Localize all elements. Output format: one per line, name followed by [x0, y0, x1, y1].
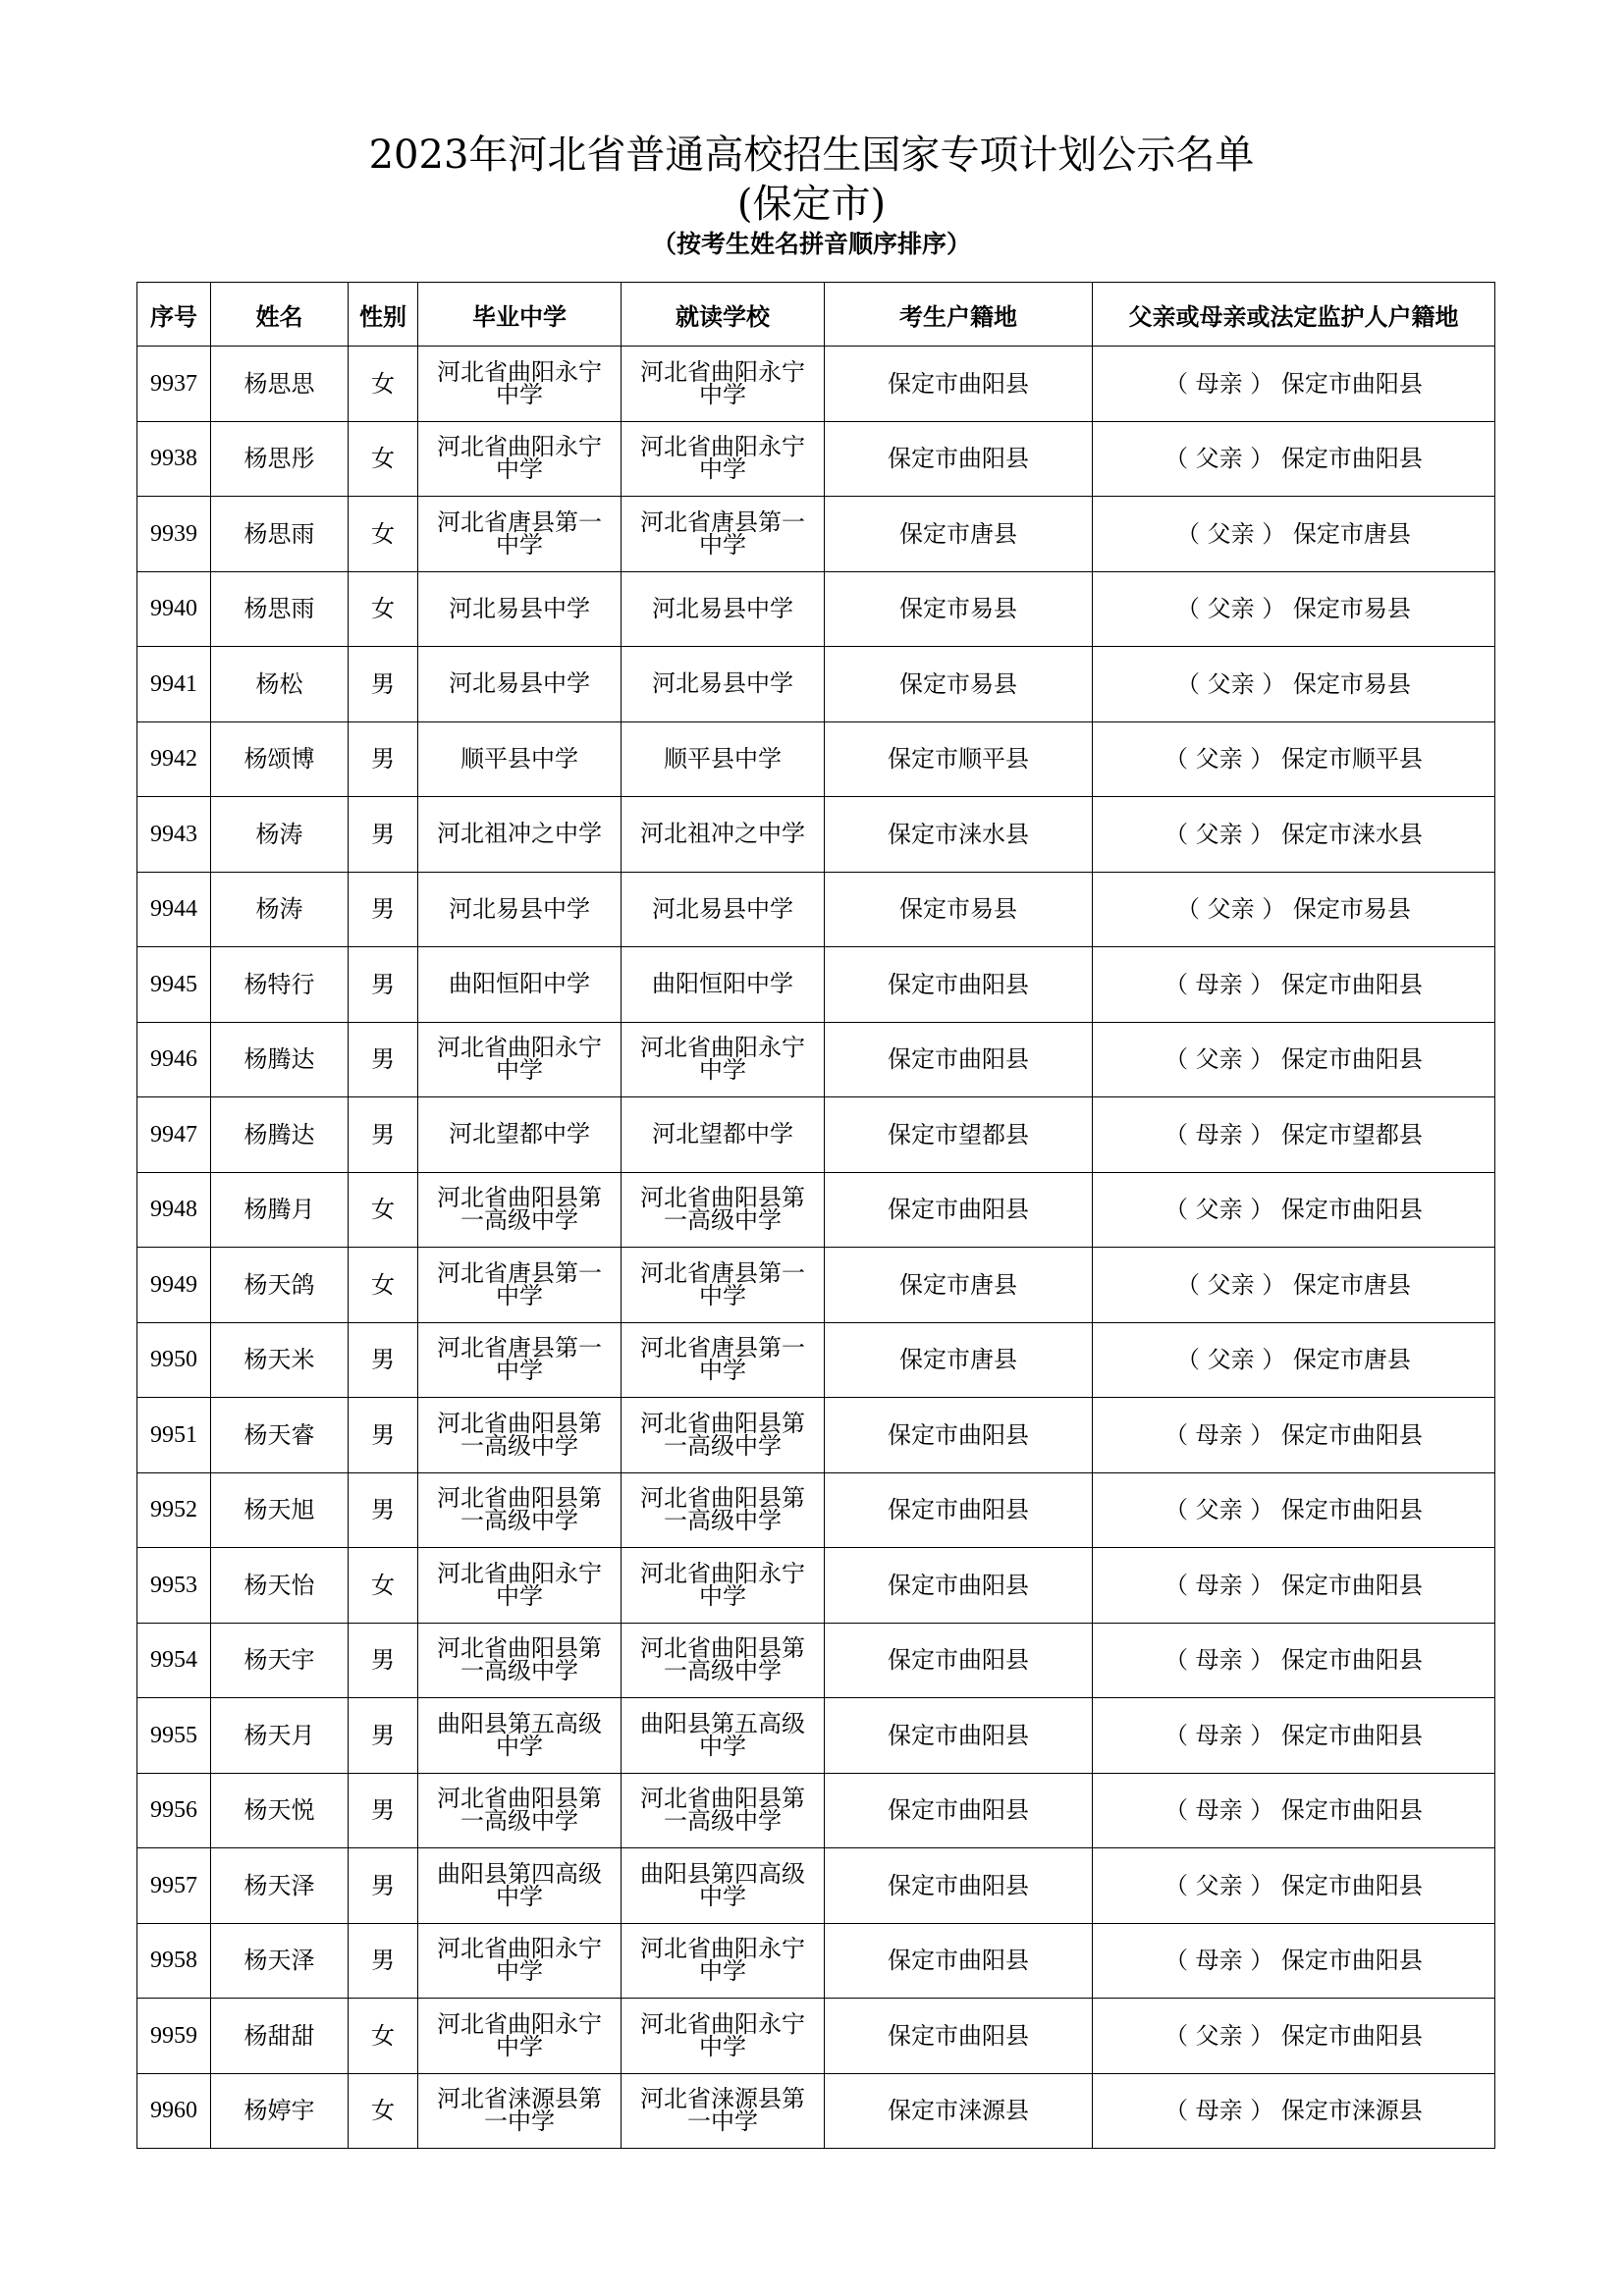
cell-grad-school-text: 曲阳县第四高级中学 [437, 1859, 602, 1910]
cell-current-school [622, 872, 825, 947]
cell-id: 9951 [137, 1398, 211, 1473]
table-row [137, 721, 1495, 797]
cell-grad-school [418, 1022, 622, 1097]
cell-current-school [622, 1548, 825, 1624]
cell-grad-school-text: 曲阳恒阳中学 [449, 970, 590, 998]
table-row [137, 421, 1495, 497]
cell-gender: 男 [349, 947, 418, 1023]
cell-current-school-text: 河北省唐县第一中学 [640, 507, 805, 559]
cell-grad-school [418, 1773, 622, 1848]
cell-name: 杨腾达 [211, 1097, 349, 1173]
cell-grad-school [418, 571, 622, 647]
cell-gender: 女 [349, 1999, 418, 2074]
cell-residence: 保定市望都县 [825, 1097, 1093, 1173]
table-row [137, 1248, 1495, 1323]
cell-current-school [622, 797, 825, 873]
cell-grad-school-text: 河北易县中学 [449, 894, 590, 923]
cell-residence: 保定市曲阳县 [825, 1848, 1093, 1924]
col-header-name: 姓名 [211, 283, 349, 347]
sort-note: （按考生姓名拼音顺序排序） [651, 230, 971, 258]
cell-grad-school [418, 1398, 622, 1473]
cell-grad-school-text: 曲阳县第五高级中学 [437, 1709, 602, 1760]
cell-current-school-text: 河北省唐县第一中学 [640, 1334, 805, 1385]
table-row [137, 497, 1495, 572]
cell-current-school-text: 河北望都中学 [652, 1120, 793, 1148]
cell-current-school [622, 2073, 825, 2149]
cell-name: 杨思思 [211, 347, 349, 422]
cell-current-school [622, 1698, 825, 1774]
cell-grad-school-text: 河北省曲阳永宁中学 [437, 433, 602, 484]
col-header-grad-school: 毕业中学 [418, 283, 622, 347]
cell-residence: 保定市曲阳县 [825, 1923, 1093, 1999]
cell-grad-school-text: 河北省唐县第一中学 [437, 507, 602, 559]
cell-id: 9955 [137, 1698, 211, 1774]
cell-gender: 男 [349, 1773, 418, 1848]
cell-residence: 保定市曲阳县 [825, 1999, 1093, 2074]
cell-guardian: （ 母亲 ） 保定市曲阳县 [1093, 347, 1495, 422]
cell-id: 9944 [137, 872, 211, 947]
cell-id: 9958 [137, 1923, 211, 1999]
cell-residence: 保定市易县 [825, 872, 1093, 947]
cell-name: 杨甜甜 [211, 1999, 349, 2074]
cell-current-school [622, 1999, 825, 2074]
table-row [137, 571, 1495, 647]
cell-guardian: （ 父亲 ） 保定市易县 [1093, 872, 1495, 947]
cell-grad-school [418, 1097, 622, 1173]
cell-current-school [622, 1923, 825, 1999]
table-row [137, 947, 1495, 1023]
cell-grad-school-text: 河北省曲阳县第一高级中学 [437, 1484, 602, 1535]
cell-guardian: （ 母亲 ） 保定市望都县 [1093, 1097, 1495, 1173]
cell-current-school [622, 1022, 825, 1097]
cell-id: 9960 [137, 2073, 211, 2149]
cell-current-school-text: 河北省曲阳县第一高级中学 [640, 1184, 805, 1235]
cell-name: 杨腾月 [211, 1172, 349, 1248]
cell-guardian: （ 父亲 ） 保定市唐县 [1093, 1322, 1495, 1398]
cell-grad-school [418, 721, 622, 797]
cell-grad-school-text: 顺平县中学 [460, 744, 578, 773]
cell-name: 杨思雨 [211, 497, 349, 572]
cell-guardian: （ 母亲 ） 保定市涞源县 [1093, 2073, 1495, 2149]
cell-grad-school [418, 797, 622, 873]
cell-residence: 保定市曲阳县 [825, 947, 1093, 1023]
cell-name: 杨天悦 [211, 1773, 349, 1848]
cell-grad-school [418, 647, 622, 722]
cell-current-school [622, 1848, 825, 1924]
cell-guardian: （ 父亲 ） 保定市唐县 [1093, 497, 1495, 572]
cell-id: 9937 [137, 347, 211, 422]
cell-current-school-text: 曲阳县第四高级中学 [640, 1859, 805, 1910]
cell-gender: 男 [349, 647, 418, 722]
cell-current-school-text: 河北省曲阳永宁中学 [640, 1559, 805, 1610]
cell-residence: 保定市易县 [825, 571, 1093, 647]
cell-guardian: （ 母亲 ） 保定市曲阳县 [1093, 1698, 1495, 1774]
cell-current-school-text: 河北省曲阳永宁中学 [640, 1034, 805, 1085]
page-subtitle: (保定市) [736, 182, 887, 227]
cell-current-school-text: 河北省曲阳永宁中学 [640, 1935, 805, 1986]
cell-gender: 女 [349, 571, 418, 647]
cell-grad-school [418, 1248, 622, 1323]
cell-current-school [622, 947, 825, 1023]
col-header-current-school: 就读学校 [622, 283, 825, 347]
cell-grad-school-text: 河北省曲阳永宁中学 [437, 1935, 602, 1986]
cell-name: 杨婷宇 [211, 2073, 349, 2149]
cell-gender: 男 [349, 1097, 418, 1173]
cell-id: 9947 [137, 1097, 211, 1173]
cell-id: 9940 [137, 571, 211, 647]
cell-guardian: （ 父亲 ） 保定市曲阳县 [1093, 1022, 1495, 1097]
col-header-gender: 性别 [349, 283, 418, 347]
cell-id: 9946 [137, 1022, 211, 1097]
cell-grad-school [418, 1999, 622, 2074]
cell-grad-school-text: 河北省曲阳永宁中学 [437, 1559, 602, 1610]
cell-name: 杨天睿 [211, 1398, 349, 1473]
cell-guardian: （ 父亲 ） 保定市顺平县 [1093, 721, 1495, 797]
cell-gender: 男 [349, 1923, 418, 1999]
cell-guardian: （ 父亲 ） 保定市涞水县 [1093, 797, 1495, 873]
cell-guardian: （ 母亲 ） 保定市曲阳县 [1093, 1773, 1495, 1848]
cell-grad-school [418, 2073, 622, 2149]
table-body [137, 347, 1495, 2149]
table-row [137, 1022, 1495, 1097]
cell-current-school [622, 1398, 825, 1473]
cell-guardian: （ 父亲 ） 保定市唐县 [1093, 1248, 1495, 1323]
cell-residence: 保定市唐县 [825, 1248, 1093, 1323]
cell-residence: 保定市曲阳县 [825, 1398, 1093, 1473]
cell-residence: 保定市涞水县 [825, 797, 1093, 873]
cell-residence: 保定市曲阳县 [825, 421, 1093, 497]
cell-current-school-text: 河北省涞源县第一中学 [640, 2085, 805, 2136]
table-row [137, 1999, 1495, 2074]
cell-guardian: （ 母亲 ） 保定市曲阳县 [1093, 1623, 1495, 1698]
cell-id: 9956 [137, 1773, 211, 1848]
cell-current-school [622, 1172, 825, 1248]
cell-current-school-text: 河北祖冲之中学 [640, 820, 805, 848]
table-row [137, 1773, 1495, 1848]
cell-name: 杨天泽 [211, 1923, 349, 1999]
roster-table [136, 282, 1495, 2149]
cell-name: 杨特行 [211, 947, 349, 1023]
cell-grad-school-text: 河北省曲阳县第一高级中学 [437, 1785, 602, 1836]
cell-grad-school-text: 河北省唐县第一中学 [437, 1258, 602, 1309]
table-row [137, 1097, 1495, 1173]
cell-guardian: （ 父亲 ） 保定市曲阳县 [1093, 1172, 1495, 1248]
cell-id: 9957 [137, 1848, 211, 1924]
cell-grad-school-text: 河北省曲阳永宁中学 [437, 1034, 602, 1085]
cell-grad-school-text: 河北祖冲之中学 [437, 820, 602, 848]
cell-gender: 男 [349, 1322, 418, 1398]
cell-name: 杨思雨 [211, 571, 349, 647]
table-row [137, 347, 1495, 422]
table-row [137, 2073, 1495, 2149]
cell-current-school [622, 1097, 825, 1173]
cell-grad-school [418, 1172, 622, 1248]
cell-guardian: （ 父亲 ） 保定市曲阳县 [1093, 421, 1495, 497]
table-row [137, 1322, 1495, 1398]
table-row [137, 1848, 1495, 1924]
cell-grad-school [418, 347, 622, 422]
table-row [137, 1398, 1495, 1473]
cell-current-school [622, 1773, 825, 1848]
cell-current-school-text: 河北省唐县第一中学 [640, 1258, 805, 1309]
cell-grad-school [418, 1472, 622, 1548]
cell-grad-school-text: 河北省曲阳县第一高级中学 [437, 1184, 602, 1235]
cell-grad-school-text: 河北省曲阳县第一高级中学 [437, 1409, 602, 1460]
cell-gender: 男 [349, 872, 418, 947]
cell-id: 9950 [137, 1322, 211, 1398]
cell-grad-school-text: 河北省唐县第一中学 [437, 1334, 602, 1385]
cell-id: 9954 [137, 1623, 211, 1698]
cell-residence: 保定市曲阳县 [825, 1472, 1093, 1548]
cell-name: 杨腾达 [211, 1022, 349, 1097]
table-row [137, 872, 1495, 947]
cell-residence: 保定市唐县 [825, 497, 1093, 572]
cell-residence: 保定市曲阳县 [825, 1698, 1093, 1774]
cell-grad-school-text: 河北省曲阳县第一高级中学 [437, 1634, 602, 1685]
cell-grad-school [418, 1848, 622, 1924]
cell-name: 杨天宇 [211, 1623, 349, 1698]
cell-current-school [622, 1322, 825, 1398]
cell-grad-school [418, 947, 622, 1023]
page-title: 2023年河北省普通高校招生国家专项计划公示名单 [368, 133, 1255, 178]
cell-gender: 女 [349, 1548, 418, 1624]
cell-guardian: （ 母亲 ） 保定市曲阳县 [1093, 947, 1495, 1023]
cell-current-school [622, 1472, 825, 1548]
table-row [137, 1623, 1495, 1698]
table-row [137, 647, 1495, 722]
cell-grad-school [418, 1623, 622, 1698]
cell-guardian: （ 母亲 ） 保定市曲阳县 [1093, 1923, 1495, 1999]
cell-current-school-text: 曲阳县第五高级中学 [640, 1709, 805, 1760]
cell-gender: 男 [349, 1848, 418, 1924]
cell-current-school-text: 河北易县中学 [652, 669, 793, 698]
cell-gender: 男 [349, 797, 418, 873]
cell-guardian: （ 母亲 ） 保定市曲阳县 [1093, 1548, 1495, 1624]
cell-current-school-text: 河北省曲阳县第一高级中学 [640, 1409, 805, 1460]
cell-guardian: （ 父亲 ） 保定市易县 [1093, 647, 1495, 722]
cell-gender: 女 [349, 497, 418, 572]
cell-gender: 男 [349, 1398, 418, 1473]
cell-guardian: （ 母亲 ） 保定市曲阳县 [1093, 1398, 1495, 1473]
col-header-guardian: 父亲或母亲或法定监护人户籍地 [1093, 283, 1495, 347]
table-row [137, 797, 1495, 873]
cell-grad-school-text: 河北易县中学 [449, 594, 590, 622]
cell-guardian: （ 父亲 ） 保定市曲阳县 [1093, 1848, 1495, 1924]
cell-id: 9952 [137, 1472, 211, 1548]
cell-name: 杨思彤 [211, 421, 349, 497]
col-header-id: 序号 [137, 283, 211, 347]
cell-id: 9959 [137, 1999, 211, 2074]
cell-name: 杨天月 [211, 1698, 349, 1774]
cell-name: 杨天泽 [211, 1848, 349, 1924]
cell-name: 杨松 [211, 647, 349, 722]
cell-id: 9938 [137, 421, 211, 497]
cell-guardian: （ 父亲 ） 保定市曲阳县 [1093, 1999, 1495, 2074]
cell-id: 9948 [137, 1172, 211, 1248]
table-row [137, 1172, 1495, 1248]
cell-id: 9939 [137, 497, 211, 572]
cell-grad-school [418, 1923, 622, 1999]
cell-current-school [622, 347, 825, 422]
cell-grad-school [418, 497, 622, 572]
table-header-row [137, 283, 1495, 347]
cell-residence: 保定市曲阳县 [825, 1773, 1093, 1848]
cell-name: 杨涛 [211, 797, 349, 873]
cell-grad-school [418, 421, 622, 497]
cell-gender: 男 [349, 1623, 418, 1698]
cell-gender: 女 [349, 1172, 418, 1248]
cell-current-school [622, 1623, 825, 1698]
cell-gender: 女 [349, 347, 418, 422]
cell-current-school-text: 河北易县中学 [652, 594, 793, 622]
cell-residence: 保定市曲阳县 [825, 1623, 1093, 1698]
cell-name: 杨涛 [211, 872, 349, 947]
cell-gender: 男 [349, 1472, 418, 1548]
cell-name: 杨天米 [211, 1322, 349, 1398]
cell-current-school-text: 河北省曲阳县第一高级中学 [640, 1484, 805, 1535]
cell-current-school [622, 421, 825, 497]
cell-current-school-text: 河北省曲阳县第一高级中学 [640, 1634, 805, 1685]
table-row [137, 1472, 1495, 1548]
cell-current-school-text: 顺平县中学 [664, 744, 782, 773]
cell-residence: 保定市易县 [825, 647, 1093, 722]
cell-grad-school-text: 河北省曲阳永宁中学 [437, 2009, 602, 2060]
cell-name: 杨天鸽 [211, 1248, 349, 1323]
cell-residence: 保定市曲阳县 [825, 1548, 1093, 1624]
cell-gender: 男 [349, 1698, 418, 1774]
cell-grad-school [418, 1548, 622, 1624]
cell-grad-school-text: 河北望都中学 [449, 1120, 590, 1148]
cell-id: 9941 [137, 647, 211, 722]
cell-grad-school [418, 872, 622, 947]
cell-residence: 保定市顺平县 [825, 721, 1093, 797]
cell-gender: 女 [349, 1248, 418, 1323]
cell-guardian: （ 父亲 ） 保定市易县 [1093, 571, 1495, 647]
cell-current-school-text: 河北省曲阳永宁中学 [640, 433, 805, 484]
cell-current-school-text: 河北省曲阳县第一高级中学 [640, 1785, 805, 1836]
cell-id: 9945 [137, 947, 211, 1023]
cell-name: 杨天怡 [211, 1548, 349, 1624]
cell-grad-school [418, 1322, 622, 1398]
cell-grad-school-text: 河北省涞源县第一中学 [437, 2085, 602, 2136]
cell-id: 9953 [137, 1548, 211, 1624]
cell-gender: 男 [349, 1022, 418, 1097]
cell-name: 杨颂博 [211, 721, 349, 797]
cell-grad-school [418, 1698, 622, 1774]
cell-grad-school-text: 河北省曲阳永宁中学 [437, 357, 602, 408]
cell-current-school [622, 1248, 825, 1323]
cell-id: 9949 [137, 1248, 211, 1323]
table-row [137, 1923, 1495, 1999]
cell-residence: 保定市唐县 [825, 1322, 1093, 1398]
cell-id: 9943 [137, 797, 211, 873]
cell-current-school-text: 河北易县中学 [652, 894, 793, 923]
cell-gender: 女 [349, 2073, 418, 2149]
cell-current-school [622, 571, 825, 647]
cell-guardian: （ 父亲 ） 保定市曲阳县 [1093, 1472, 1495, 1548]
cell-current-school-text: 河北省曲阳永宁中学 [640, 357, 805, 408]
cell-residence: 保定市涞源县 [825, 2073, 1093, 2149]
cell-gender: 男 [349, 721, 418, 797]
cell-residence: 保定市曲阳县 [825, 347, 1093, 422]
col-header-residence: 考生户籍地 [825, 283, 1093, 347]
table-row [137, 1548, 1495, 1624]
cell-current-school-text: 曲阳恒阳中学 [652, 970, 793, 998]
cell-gender: 女 [349, 421, 418, 497]
cell-current-school [622, 721, 825, 797]
cell-id: 9942 [137, 721, 211, 797]
cell-current-school [622, 497, 825, 572]
table-row [137, 1698, 1495, 1774]
cell-name: 杨天旭 [211, 1472, 349, 1548]
cell-residence: 保定市曲阳县 [825, 1022, 1093, 1097]
cell-residence: 保定市曲阳县 [825, 1172, 1093, 1248]
cell-current-school [622, 647, 825, 722]
cell-current-school-text: 河北省曲阳永宁中学 [640, 2009, 805, 2060]
cell-grad-school-text: 河北易县中学 [449, 669, 590, 698]
